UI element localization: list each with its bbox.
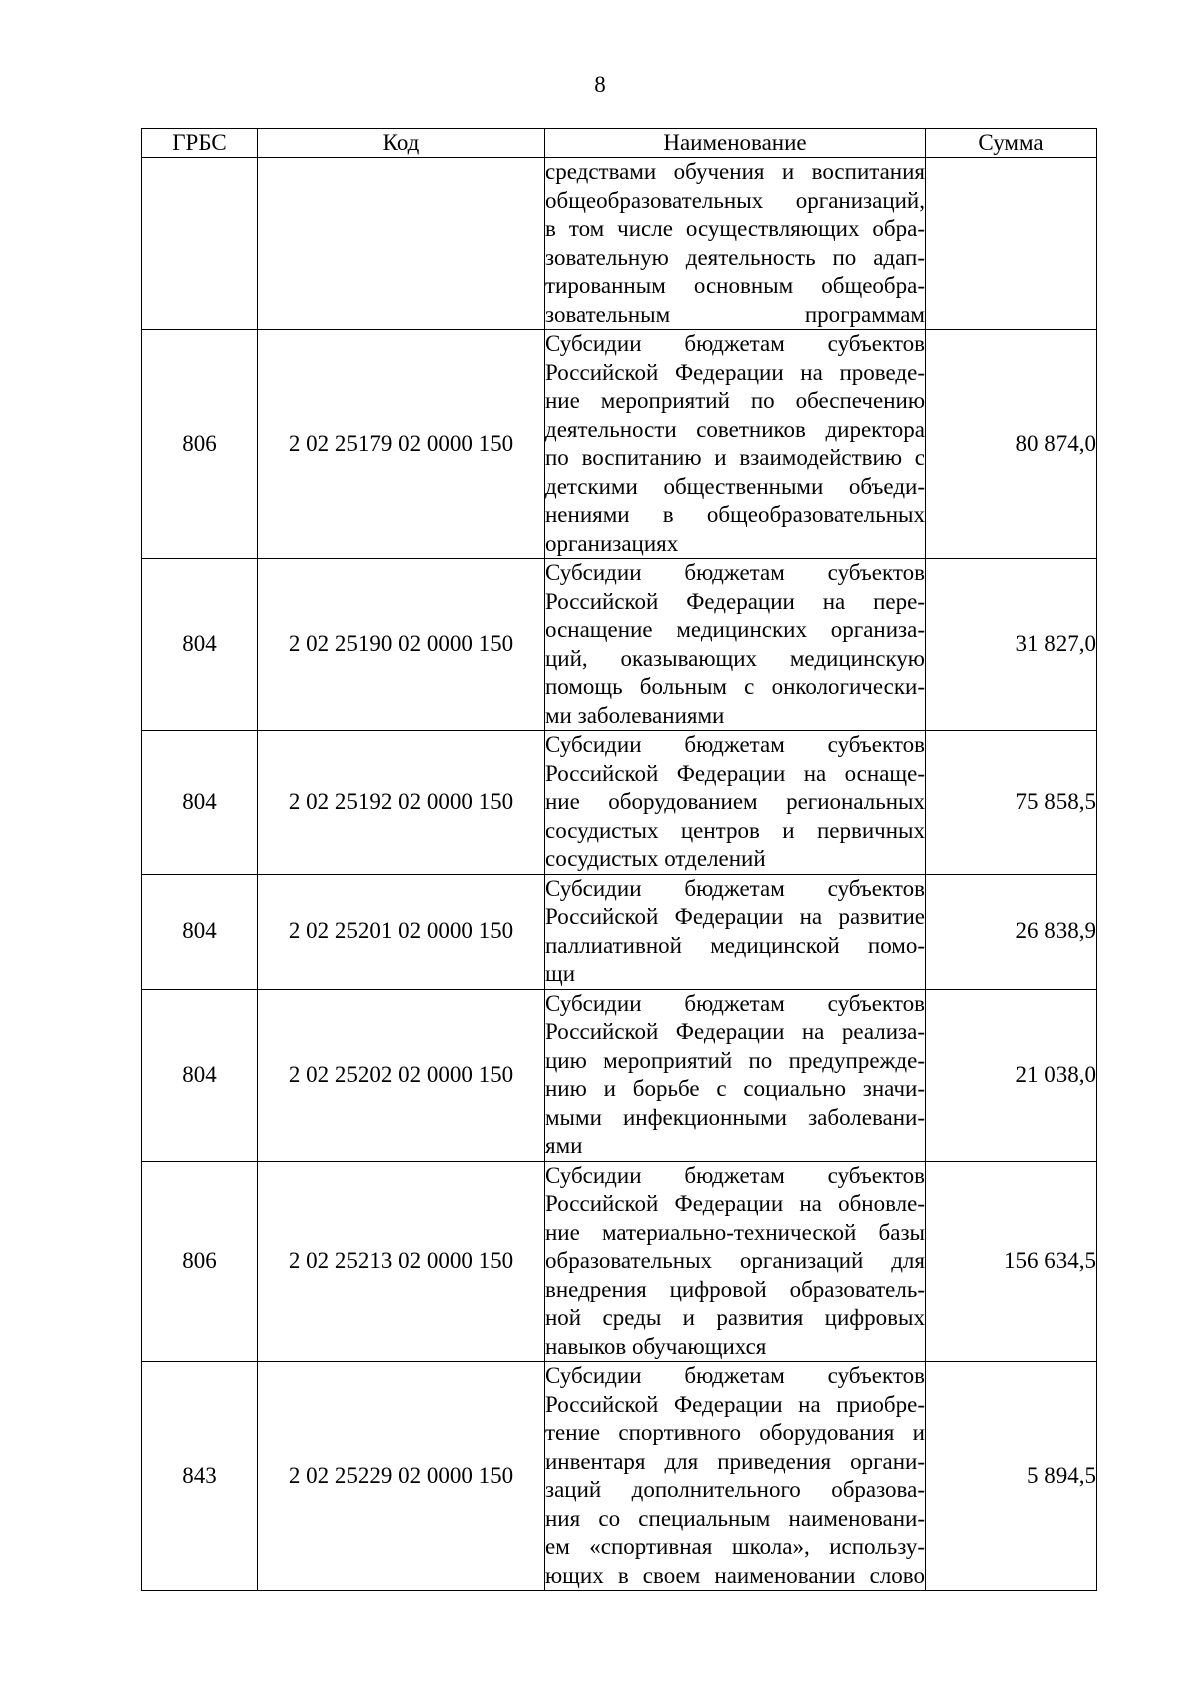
name-line: Субсидии бюджетам субъектов bbox=[545, 1162, 925, 1188]
name-line: ми заболеваниями bbox=[545, 702, 725, 728]
name-line: Российской Федерации на пере- bbox=[545, 588, 925, 614]
table-row bbox=[142, 158, 1097, 330]
name-line: Российской Федерации на проведе- bbox=[545, 359, 925, 385]
name-line: нию и борьбе с социально значи- bbox=[545, 1076, 925, 1101]
header-grbs: ГРБС bbox=[142, 129, 258, 158]
name-line: Субсидии бюджетам субъектов bbox=[545, 875, 925, 901]
name-line: Российской Федерации на развитие bbox=[545, 904, 925, 929]
cell-grbs: 843 bbox=[142, 1362, 258, 1591]
cell-grbs: 804 bbox=[142, 559, 258, 731]
table-row bbox=[142, 989, 1097, 1161]
cell-code: 2 02 25202 02 0000 150 bbox=[258, 989, 545, 1161]
cell-sum bbox=[926, 158, 1097, 330]
budget-table bbox=[141, 128, 1097, 1591]
cell-code: 2 02 25179 02 0000 150 bbox=[258, 330, 545, 559]
header-name: Наименование bbox=[545, 129, 926, 158]
name-line: Российской Федерации на приобре- bbox=[545, 1391, 925, 1417]
cell-sum: 31 827,0 bbox=[926, 559, 1097, 731]
cell-sum: 26 838,9 bbox=[926, 874, 1097, 989]
cell-sum: 80 874,0 bbox=[926, 330, 1097, 559]
name-line: щи bbox=[545, 961, 576, 986]
name-line: ние мероприятий по обеспечению bbox=[545, 388, 925, 413]
name-line: зовательную деятельность по адап- bbox=[545, 244, 925, 270]
name-line: нениями в общеобразовательных bbox=[545, 502, 925, 527]
name-line: Российской Федерации на оснаще- bbox=[545, 760, 925, 786]
table-row bbox=[142, 330, 1097, 559]
name-line: инвентаря для приведения органи- bbox=[545, 1448, 925, 1474]
cell-name bbox=[545, 559, 926, 731]
cell-name bbox=[545, 874, 926, 989]
name-line: помощь больным с онкологически- bbox=[545, 674, 925, 699]
name-line: паллиативной медицинской помо- bbox=[545, 932, 925, 958]
name-line: внедрения цифровой образователь- bbox=[545, 1276, 925, 1302]
name-line: ющих в своем наименовании слово bbox=[545, 1562, 925, 1588]
table-row bbox=[142, 731, 1097, 875]
name-line: деятельности советников директора bbox=[545, 416, 925, 442]
cell-grbs: 806 bbox=[142, 1161, 258, 1362]
name-line: тированным основным общеобра- bbox=[545, 273, 925, 298]
name-line: детскими общественными объеди- bbox=[545, 473, 925, 499]
cell-code: 2 02 25201 02 0000 150 bbox=[258, 874, 545, 989]
cell-code: 2 02 25192 02 0000 150 bbox=[258, 731, 545, 875]
cell-sum: 75 858,5 bbox=[926, 731, 1097, 875]
name-line: Субсидии бюджетам субъектов bbox=[545, 331, 925, 356]
name-line: Субсидии бюджетам субъектов bbox=[545, 732, 925, 757]
name-line: организациях bbox=[545, 530, 679, 556]
cell-code: 2 02 25213 02 0000 150 bbox=[258, 1161, 545, 1362]
name-line: навыков обучающихся bbox=[545, 1333, 767, 1359]
cell-name bbox=[545, 1161, 926, 1362]
name-line: ние материально-технической базы bbox=[545, 1219, 925, 1245]
table-row bbox=[142, 874, 1097, 989]
cell-sum: 5 894,5 bbox=[926, 1362, 1097, 1591]
cell-code: 2 02 25190 02 0000 150 bbox=[258, 559, 545, 731]
name-line: в том числе осуществляющих обра- bbox=[545, 216, 925, 241]
cell-sum: 21 038,0 bbox=[926, 989, 1097, 1161]
cell-grbs: 804 bbox=[142, 731, 258, 875]
cell-grbs: 804 bbox=[142, 874, 258, 989]
name-line: средствами обучения и воспитания bbox=[545, 159, 925, 184]
name-line: по воспитанию и взаимодействию с bbox=[545, 445, 925, 470]
table-header-row bbox=[142, 129, 1097, 158]
name-line: зовательным программам bbox=[545, 301, 925, 327]
name-line: образовательных организаций для bbox=[545, 1248, 925, 1273]
cell-name bbox=[545, 330, 926, 559]
name-line: Субсидии бюджетам субъектов bbox=[545, 990, 925, 1016]
table-row bbox=[142, 559, 1097, 731]
name-line: Субсидии бюджетам субъектов bbox=[545, 1363, 925, 1388]
name-line: ной среды и развития цифровых bbox=[545, 1305, 925, 1330]
cell-code: 2 02 25229 02 0000 150 bbox=[258, 1362, 545, 1591]
name-line: Российской Федерации на обновле- bbox=[545, 1191, 925, 1216]
name-line: оснащение медицинских организа- bbox=[545, 617, 925, 642]
name-line: Субсидии бюджетам субъектов bbox=[545, 560, 925, 585]
name-line: ями bbox=[545, 1133, 583, 1158]
name-line: Российской Федерации на реализа- bbox=[545, 1019, 925, 1044]
name-line: общеобразовательных организаций, bbox=[545, 187, 925, 213]
cell-name bbox=[545, 1362, 926, 1591]
page-number: 8 bbox=[594, 72, 606, 97]
name-line: тение спортивного оборудования и bbox=[545, 1420, 925, 1445]
header-code: Код bbox=[258, 129, 545, 158]
name-line: сосудистых центров и первичных bbox=[545, 817, 925, 843]
name-line: ния со специальным наименовани- bbox=[545, 1505, 925, 1531]
name-line: заций дополнительного образова- bbox=[545, 1477, 925, 1502]
name-line: мыми инфекционными заболевани- bbox=[545, 1104, 925, 1130]
cell-grbs: 806 bbox=[142, 330, 258, 559]
cell-code bbox=[258, 158, 545, 330]
header-sum: Сумма bbox=[926, 129, 1097, 158]
cell-name bbox=[545, 158, 926, 330]
cell-grbs bbox=[142, 158, 258, 330]
table-body bbox=[142, 158, 1097, 1591]
cell-grbs: 804 bbox=[142, 989, 258, 1161]
name-line: цию мероприятий по предупрежде- bbox=[545, 1047, 925, 1073]
name-line: ние оборудованием региональных bbox=[545, 789, 925, 814]
cell-name bbox=[545, 731, 926, 875]
name-line: ем «спортивная школа», использу- bbox=[545, 1534, 925, 1559]
cell-name bbox=[545, 989, 926, 1161]
name-line: сосудистых отделений bbox=[545, 846, 766, 871]
name-line: ций, оказывающих медицинскую bbox=[545, 645, 925, 671]
table-row bbox=[142, 1362, 1097, 1591]
table-row bbox=[142, 1161, 1097, 1362]
cell-sum: 156 634,5 bbox=[926, 1161, 1097, 1362]
